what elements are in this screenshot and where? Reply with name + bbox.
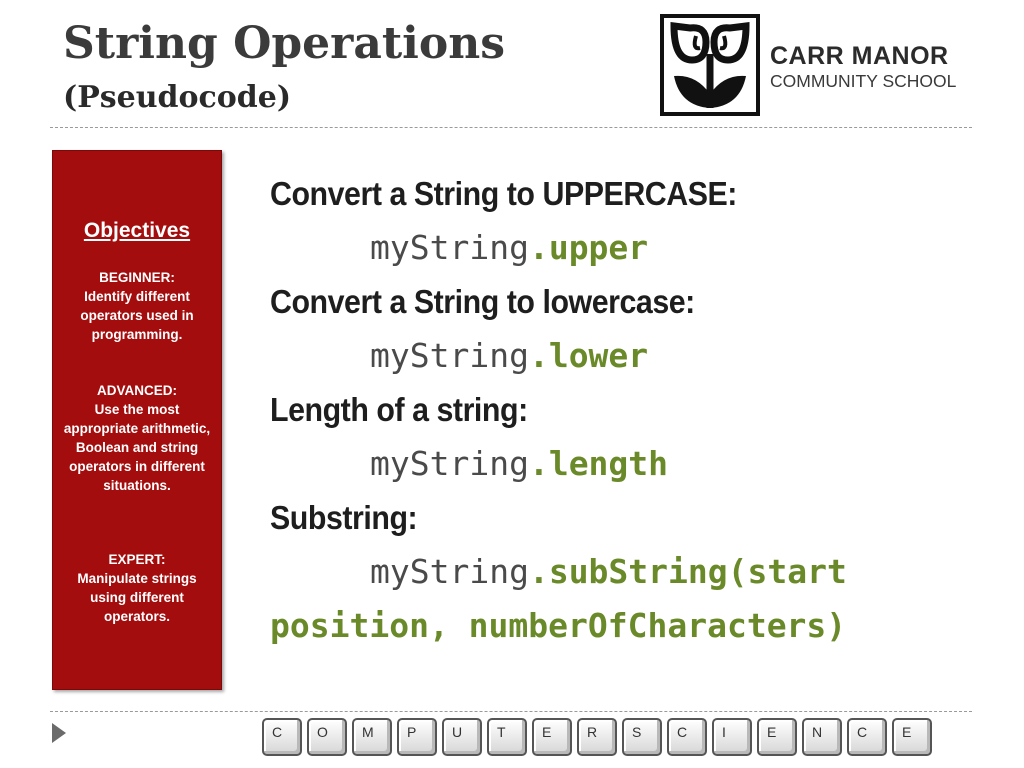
code-continuation: position, numberOfCharacters) — [270, 606, 847, 645]
code-line — [270, 220, 970, 276]
bottom-divider — [50, 711, 972, 712]
section-heading: Convert a String to UPPERCASE: — [270, 175, 737, 212]
keyboard-key: M — [352, 718, 392, 756]
code-object: myString — [370, 228, 529, 267]
logo-school-subname: COMMUNITY SCHOOL — [770, 71, 957, 91]
keyboard-key: E — [757, 718, 797, 756]
keyboard-key: C — [262, 718, 302, 756]
keyboard-key: N — [802, 718, 842, 756]
keyboard-key: E — [892, 718, 932, 756]
owl-logo-icon — [660, 14, 760, 116]
top-divider — [50, 127, 972, 128]
keyboard-key: E — [532, 718, 572, 756]
code-method: .upper — [528, 228, 649, 267]
computer-keys — [262, 718, 622, 756]
keyboard-key: P — [397, 718, 437, 756]
objective-text: Manipulate strings using different operators. — [77, 571, 197, 624]
section-heading: Substring: — [270, 499, 418, 536]
code-object: myString — [370, 444, 529, 483]
code-method: .lower — [528, 336, 649, 375]
objective-level: EXPERT: — [108, 552, 166, 567]
objective-level: BEGINNER: — [99, 270, 175, 285]
logo-school-name: CARR MANOR — [770, 42, 949, 70]
objective-text: Use the most appropriate arithmetic, Boolean and string operators in different situations. — [63, 402, 211, 493]
code-object: myString — [370, 336, 529, 375]
objective-text: Identify different operators used in programming. — [80, 289, 194, 342]
keyboard-key: R — [577, 718, 617, 756]
slide-subtitle: (Pseudocode) — [63, 80, 292, 115]
objective-expert — [59, 550, 215, 626]
science-keys — [622, 718, 937, 756]
keyboard-key: U — [442, 718, 482, 756]
code-method: .subString(start — [528, 552, 847, 591]
objective-level: ADVANCED: — [97, 383, 177, 398]
school-logo — [660, 14, 970, 118]
code-line — [270, 436, 970, 492]
objectives-panel — [52, 150, 222, 690]
play-arrow-icon — [52, 723, 66, 743]
objectives-heading: Objectives — [83, 219, 191, 242]
keyboard-key: T — [487, 718, 527, 756]
code-line — [270, 328, 970, 384]
keyboard-key: I — [712, 718, 752, 756]
keyboard-key: S — [622, 718, 662, 756]
objective-beginner — [59, 268, 215, 344]
keyboard-key: O — [307, 718, 347, 756]
section-heading: Convert a String to lowercase: — [270, 283, 695, 320]
section-heading: Length of a string: — [270, 391, 528, 428]
objective-advanced — [59, 381, 215, 495]
slide-title: String Operations — [63, 18, 505, 69]
slide-content — [270, 168, 970, 654]
code-line — [270, 544, 970, 600]
code-object: myString — [370, 552, 529, 591]
keyboard-key: C — [847, 718, 887, 756]
code-method: .length — [528, 444, 669, 483]
keyboard-key: C — [667, 718, 707, 756]
